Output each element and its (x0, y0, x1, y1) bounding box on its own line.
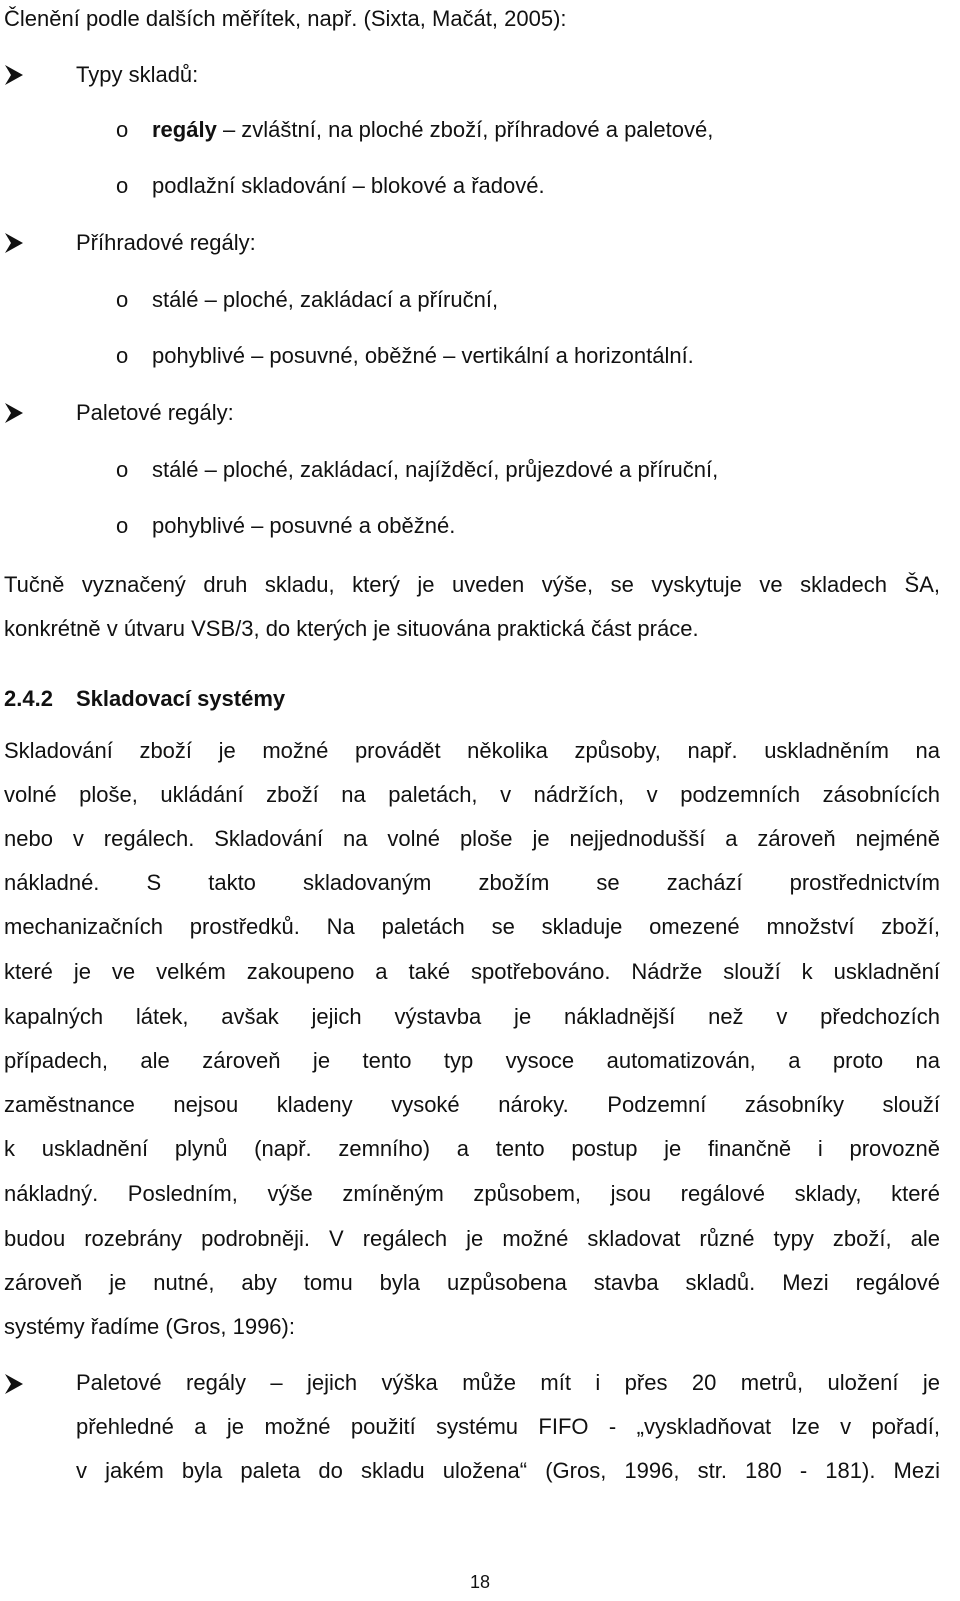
list-item-text: stálé – ploché, zakládací a příruční, (152, 287, 499, 312)
circle-o-bullet: o (116, 117, 129, 142)
list-item-text: stálé – ploché, zakládací, najížděcí, průjezdové a příruční, (152, 457, 719, 482)
list-item-text: pohyblivé – posuvné, oběžné – vertikální a horizontální. (152, 343, 694, 368)
paragraph-line: nebo v regálech. Skladování na volné ploše je nejjednodušší a zároveň nejméně (4, 826, 940, 851)
intro-text: Členění podle dalších měřítek, např. (Sixta, Mačát, 2005): (4, 6, 567, 31)
paragraph-line: k uskladnění plynů (např. zemního) a tento postup je finančně i provozně (4, 1136, 940, 1161)
list-item-text: – zvláštní, na ploché zboží, příhradové a paletové, (216, 117, 714, 142)
bullet-line: v jakém byla paleta do skladu uložena“ (Gros, 1996, str. 180 - 181). Mezi (76, 1458, 940, 1483)
circle-o-bullet: o (116, 457, 129, 482)
circle-o-bullet: o (116, 287, 129, 312)
group-title: Typy skladů: (76, 62, 199, 87)
section-number: 2.4.2 (4, 686, 53, 711)
circle-o-bullet: o (116, 513, 129, 538)
paragraph-line: zaměstnance nejsou kladeny vysoké nároky. Podzemní zásobníky slouží (4, 1092, 940, 1117)
paragraph-line: mechanizačních prostředků. Na paletách se skladuje omezené množství zboží, (4, 914, 940, 939)
circle-o-bullet: o (116, 173, 129, 198)
paragraph-line: systémy řadíme (Gros, 1996): (4, 1314, 295, 1339)
list-item (152, 115, 713, 145)
list-item-bold: regály (152, 117, 217, 142)
arrowhead-bullet-icon (4, 402, 24, 424)
group-title: Paletové regály: (76, 400, 234, 425)
arrowhead-bullet-icon (4, 64, 24, 86)
note-line: konkrétně v útvaru VSB/3, do kterých je situována praktická část práce. (4, 616, 699, 641)
bullet-line: přehledné a je možné použití systému FIFO - „vyskladňovat lze v pořadí, (76, 1414, 940, 1439)
note-line: Tučně vyznačený druh skladu, který je uveden výše, se vyskytuje ve skladech ŠA, (4, 572, 940, 597)
list-item-text: pohyblivé – posuvné a oběžné. (152, 513, 456, 538)
paragraph-line: nákladný. Posledním, výše zmíněným způsobem, jsou regálové sklady, které (4, 1181, 940, 1206)
paragraph-line: které je ve velkém zakoupeno a také spotřebováno. Nádrže slouží k uskladnění (4, 959, 940, 984)
bullet-line: Paletové regály – jejich výška může mít i přes 20 metrů, uložení je (76, 1370, 940, 1395)
paragraph-line: zároveň je nutné, aby tomu byla uzpůsobena stavba skladů. Mezi regálové (4, 1270, 940, 1295)
section-title: Skladovací systémy (76, 686, 286, 711)
paragraph-line: případech, ale zároveň je tento typ vysoce automatizován, a proto na (4, 1048, 940, 1073)
paragraph-line: volné ploše, ukládání zboží na paletách, v nádržích, v podzemních zásobnících (4, 782, 940, 807)
page-number: 18 (469, 1572, 491, 1592)
arrowhead-bullet-icon (4, 1373, 24, 1395)
circle-o-bullet: o (116, 343, 129, 368)
arrowhead-bullet-icon (4, 232, 24, 254)
paragraph-line: kapalných látek, avšak jejich výstavba je nákladnější než v předchozích (4, 1004, 940, 1029)
paragraph-line: nákladné. S takto skladovaným zbožím se zachází prostřednictvím (4, 870, 940, 895)
paragraph-line: Skladování zboží je možné provádět několika způsoby, např. uskladněním na (4, 738, 940, 763)
paragraph-line: budou rozebrány podrobněji. V regálech je možné skladovat různé typy zboží, ale (4, 1226, 940, 1251)
group-title: Příhradové regály: (76, 230, 256, 255)
list-item-text: podlažní skladování – blokové a řadové. (152, 173, 545, 198)
